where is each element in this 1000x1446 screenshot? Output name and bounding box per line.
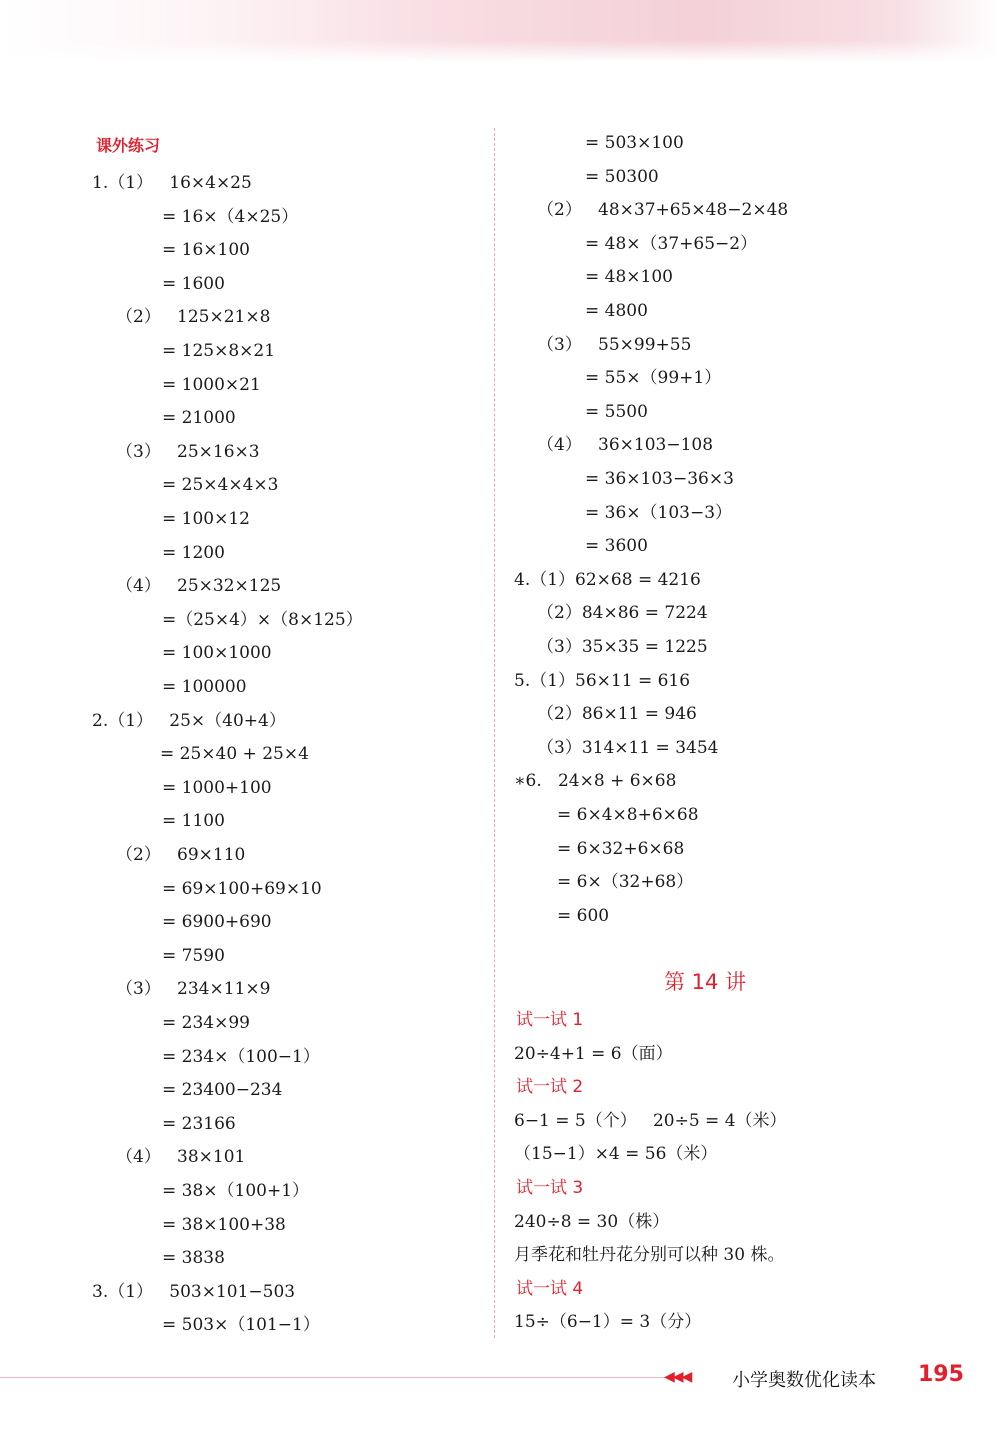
equation-line: 5.（1）56×11 = 616 <box>514 670 691 691</box>
equation-line: （2） 69×110 <box>116 845 246 865</box>
equation-line: （2） 125×21×8 <box>116 307 271 328</box>
footer-book-title: 小学奥数优化读本 <box>732 1370 876 1391</box>
equation-line: = 6900+690 <box>162 912 272 933</box>
equation-line: = 48×100 <box>585 267 673 288</box>
equation-line: = 36×（103−3） <box>585 502 733 523</box>
section-title: 课外练习 <box>96 136 161 155</box>
equation-line: = 48×（37+65−2） <box>585 233 758 254</box>
equation-line: = 23166 <box>162 1113 236 1134</box>
equation-line: （2）86×11 = 946 <box>537 704 697 725</box>
equation-line: （3） 234×11×9 <box>116 979 271 1000</box>
equation-line: = 1000×21 <box>162 374 261 395</box>
equation-line: 1.（1） 16×4×25 <box>92 173 252 193</box>
equation-line: = 234×99 <box>162 1013 250 1033</box>
equation-line: ∗6. 24×8 + 6×68 <box>514 771 677 792</box>
lecture-line: 6−1 = 5（个） 20÷5 = 4（米） <box>514 1110 787 1131</box>
equation-line: = 6×（32+68） <box>557 872 694 893</box>
equation-line: 3.（1） 503×101−503 <box>92 1281 296 1302</box>
equation-line: （3） 25×16×3 <box>116 441 260 462</box>
equation-line: = 1100 <box>162 811 225 832</box>
equation-line: = 38×（100+1） <box>162 1181 310 1201</box>
equation-line: 4.（1）62×68 = 4216 <box>514 569 701 590</box>
equation-line: = 100×12 <box>162 509 250 529</box>
equation-line: = 125×8×21 <box>162 341 276 361</box>
equation-line: = 5500 <box>585 401 648 422</box>
equation-line: = 7590 <box>162 945 225 966</box>
equation-line: = 16×（4×25） <box>162 206 299 227</box>
equation-line: 2.（1） 25×（40+4） <box>92 710 286 731</box>
lecture-line: 15÷（6−1）= 3（分） <box>514 1312 702 1333</box>
equation-line: （4） 36×103−108 <box>537 435 714 456</box>
equation-line: = 3838 <box>162 1248 225 1269</box>
equation-line: = 16×100 <box>162 240 250 261</box>
equation-line: = 1200 <box>162 542 225 563</box>
equation-line: = 6×4×8+6×68 <box>557 805 699 825</box>
equation-line: = 6×32+6×68 <box>557 838 685 859</box>
equation-line: = 25×40 + 25×4 <box>160 744 309 765</box>
equation-line: （3）35×35 = 1225 <box>537 637 708 657</box>
equation-line: = 3600 <box>585 536 648 557</box>
equation-line: = 1000+100 <box>162 777 272 798</box>
lecture-line: 试一试 4 <box>516 1278 584 1299</box>
lecture-title: 第 14 讲 <box>664 970 747 994</box>
equation-line: = 38×100+38 <box>162 1214 286 1235</box>
equation-line: = 4800 <box>585 301 648 321</box>
equation-line: = 234×（100−1） <box>162 1046 320 1067</box>
column-divider <box>494 128 495 1338</box>
lecture-line: 试一试 3 <box>516 1178 584 1198</box>
equation-line: = 1600 <box>162 273 225 294</box>
equation-line: （2）84×86 = 7224 <box>537 603 708 624</box>
equation-line: （2） 48×37+65×48−2×48 <box>537 200 789 221</box>
equation-line: =（25×4）×（8×125） <box>162 609 363 630</box>
equation-line: = 503×100 <box>585 133 684 153</box>
page-number: 195 <box>918 1362 964 1387</box>
lecture-line: （15−1）×4 = 56（米） <box>514 1144 718 1165</box>
lecture-line: 试一试 1 <box>516 1010 584 1030</box>
equation-line: （3） 55×99+55 <box>537 334 692 355</box>
equation-line: （3）314×11 = 3454 <box>537 737 719 758</box>
equation-line: = 25×4×4×3 <box>162 475 279 496</box>
equation-line: （4） 38×101 <box>116 1147 246 1168</box>
equation-line: = 36×103−36×3 <box>585 469 734 489</box>
lecture-line: 试一试 2 <box>516 1077 584 1098</box>
lecture-line: 20÷4+1 = 6（面） <box>514 1043 673 1064</box>
equation-line: = 55×（99+1） <box>585 368 722 389</box>
lecture-line: 月季花和牡丹花分别可以种 30 株。 <box>514 1245 785 1266</box>
footer-rule <box>0 1377 680 1378</box>
equation-line: = 50300 <box>585 166 659 187</box>
lecture-line: 240÷8 = 30（株） <box>514 1211 670 1232</box>
equation-line: = 23400−234 <box>162 1080 283 1101</box>
equation-line: = 21000 <box>162 408 236 429</box>
equation-line: = 69×100+69×10 <box>162 878 322 899</box>
equation-line: = 100×1000 <box>162 643 272 664</box>
equation-line: = 100000 <box>162 677 247 697</box>
header-decoration <box>0 0 1000 62</box>
equation-line: = 503×（101−1） <box>162 1315 320 1336</box>
equation-line: （4） 25×32×125 <box>116 576 282 597</box>
equation-line: = 600 <box>557 905 610 926</box>
footer-arrows-icon: ◀◀◀ <box>664 1369 691 1385</box>
